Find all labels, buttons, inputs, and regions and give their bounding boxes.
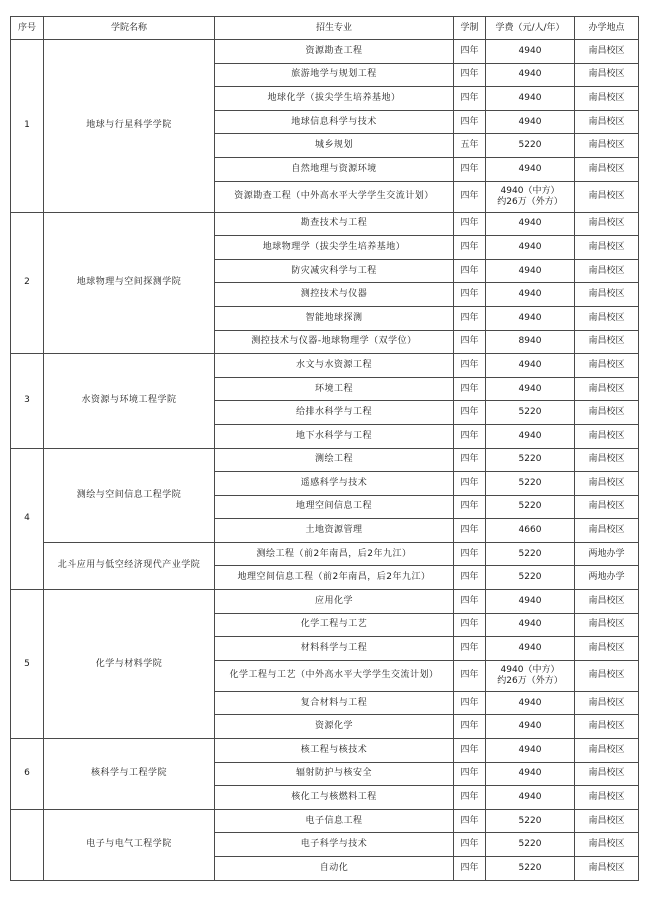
major-cell: 资源化学 xyxy=(215,715,454,739)
location-cell: 两地办学 xyxy=(575,542,639,566)
fee-text: 4940（中方） xyxy=(500,185,560,196)
fee-cell xyxy=(486,448,575,472)
fee-cell xyxy=(486,739,575,763)
major-cell: 智能地球探测 xyxy=(215,306,454,330)
fee-text: 4940 xyxy=(518,218,542,229)
major-cell: 电子科学与技术 xyxy=(215,833,454,857)
years-cell: 四年 xyxy=(454,566,486,590)
fee-text: 4940 xyxy=(518,721,542,732)
table-row xyxy=(11,212,639,236)
location-cell: 南昌校区 xyxy=(575,691,639,715)
fee-text: 4940（中方） xyxy=(500,664,560,675)
school-name-cell: 水资源与环境工程学院 xyxy=(44,354,215,448)
years-cell: 四年 xyxy=(454,519,486,543)
location-cell: 南昌校区 xyxy=(575,472,639,496)
major-cell: 电子信息工程 xyxy=(215,809,454,833)
fee-text: 4940 xyxy=(518,792,542,803)
major-cell: 化学工程与工艺 xyxy=(215,613,454,637)
location-cell: 南昌校区 xyxy=(575,283,639,307)
fee-cell xyxy=(486,157,575,181)
fee-cell xyxy=(486,786,575,810)
years-cell: 四年 xyxy=(454,613,486,637)
fee-text: 4940 xyxy=(518,359,542,370)
major-cell: 地理空间信息工程（前2年南昌，后2年九江） xyxy=(215,566,454,590)
years-cell: 四年 xyxy=(454,660,486,691)
fee-cell xyxy=(486,495,575,519)
fee-cell xyxy=(486,637,575,661)
fee-cell xyxy=(486,354,575,378)
fee-text: 5220 xyxy=(518,572,542,583)
fee-cell xyxy=(486,181,575,212)
fee-text: 5220 xyxy=(518,501,542,512)
years-cell: 四年 xyxy=(454,590,486,614)
header-years: 学制 xyxy=(454,17,486,40)
major-cell: 复合材料与工程 xyxy=(215,691,454,715)
major-cell: 资源勘查工程（中外高水平大学学生交流计划） xyxy=(215,181,454,212)
years-cell: 四年 xyxy=(454,786,486,810)
location-cell: 南昌校区 xyxy=(575,259,639,283)
fee-cell xyxy=(486,715,575,739)
fee-text: 4940 xyxy=(518,744,542,755)
years-cell: 四年 xyxy=(454,259,486,283)
major-cell: 测控技术与仪器-地球物理学（双学位） xyxy=(215,330,454,354)
location-cell: 南昌校区 xyxy=(575,715,639,739)
years-cell: 四年 xyxy=(454,87,486,111)
location-cell: 南昌校区 xyxy=(575,87,639,111)
years-cell: 四年 xyxy=(454,330,486,354)
fee-text: 4940 xyxy=(518,92,542,103)
years-cell: 四年 xyxy=(454,354,486,378)
major-cell: 给排水科学与工程 xyxy=(215,401,454,425)
years-cell: 四年 xyxy=(454,212,486,236)
location-cell: 南昌校区 xyxy=(575,495,639,519)
school-name-cell: 北斗应用与低空经济现代产业学院 xyxy=(44,542,215,589)
location-cell: 南昌校区 xyxy=(575,354,639,378)
location-cell: 南昌校区 xyxy=(575,236,639,260)
header-seq: 序号 xyxy=(11,17,44,40)
years-cell: 四年 xyxy=(454,424,486,448)
table-body xyxy=(11,40,639,881)
fee-text: 5220 xyxy=(518,815,542,826)
fee-cell xyxy=(486,613,575,637)
fee-cell xyxy=(486,590,575,614)
years-cell: 四年 xyxy=(454,495,486,519)
fee-cell xyxy=(486,110,575,134)
seq-cell xyxy=(11,809,44,880)
fee-cell xyxy=(486,809,575,833)
fee-cell xyxy=(486,660,575,691)
years-cell: 四年 xyxy=(454,739,486,763)
years-cell: 四年 xyxy=(454,637,486,661)
school-name-cell: 电子与电气工程学院 xyxy=(44,809,215,880)
fee-text: 4940 xyxy=(518,595,542,606)
header-row xyxy=(11,17,639,40)
table-row xyxy=(11,590,639,614)
major-cell: 地下水科学与工程 xyxy=(215,424,454,448)
major-cell: 水文与水资源工程 xyxy=(215,354,454,378)
fee-cell xyxy=(486,63,575,87)
fee-text: 5220 xyxy=(518,140,542,151)
school-name-cell: 化学与材料学院 xyxy=(44,590,215,739)
fee-cell xyxy=(486,283,575,307)
major-cell: 材料科学与工程 xyxy=(215,637,454,661)
fee-text: 5220 xyxy=(518,862,542,873)
fee-cell xyxy=(486,377,575,401)
fee-text: 4940 xyxy=(518,45,542,56)
major-cell: 地球信息科学与技术 xyxy=(215,110,454,134)
location-cell: 南昌校区 xyxy=(575,519,639,543)
fee-cell xyxy=(486,833,575,857)
major-cell: 环境工程 xyxy=(215,377,454,401)
fee-cell xyxy=(486,472,575,496)
fee-cell xyxy=(486,40,575,64)
years-cell: 四年 xyxy=(454,110,486,134)
years-cell: 四年 xyxy=(454,448,486,472)
major-cell: 核工程与核技术 xyxy=(215,739,454,763)
location-cell: 南昌校区 xyxy=(575,809,639,833)
fee-text: 5220 xyxy=(518,477,542,488)
years-cell: 四年 xyxy=(454,857,486,881)
major-cell: 地球化学（拔尖学生培养基地） xyxy=(215,87,454,111)
major-cell: 自动化 xyxy=(215,857,454,881)
major-cell: 核化工与核燃料工程 xyxy=(215,786,454,810)
fee-text: 4940 xyxy=(518,241,542,252)
years-cell: 四年 xyxy=(454,181,486,212)
seq-cell: 1 xyxy=(11,40,44,213)
years-cell: 四年 xyxy=(454,809,486,833)
major-cell: 化学工程与工艺（中外高水平大学学生交流计划） xyxy=(215,660,454,691)
fee-text: 4940 xyxy=(518,289,542,300)
years-cell: 四年 xyxy=(454,63,486,87)
fee-foreign-text: 约26万（外方） xyxy=(497,196,563,207)
table-row xyxy=(11,739,639,763)
fee-text: 5220 xyxy=(518,454,542,465)
fee-text: 5220 xyxy=(518,548,542,559)
major-cell: 防灾减灾科学与工程 xyxy=(215,259,454,283)
major-cell: 资源勘查工程 xyxy=(215,40,454,64)
location-cell: 南昌校区 xyxy=(575,330,639,354)
years-cell: 四年 xyxy=(454,762,486,786)
fee-text: 4940 xyxy=(518,312,542,323)
table-row xyxy=(11,448,639,472)
school-name-cell: 测绘与空间信息工程学院 xyxy=(44,448,215,542)
major-cell: 城乡规划 xyxy=(215,134,454,158)
table-row xyxy=(11,40,639,64)
seq-cell: 3 xyxy=(11,354,44,448)
location-cell: 南昌校区 xyxy=(575,157,639,181)
years-cell: 四年 xyxy=(454,472,486,496)
location-cell: 南昌校区 xyxy=(575,40,639,64)
fee-text: 4940 xyxy=(518,430,542,441)
location-cell: 两地办学 xyxy=(575,566,639,590)
header-location: 办学地点 xyxy=(575,17,639,40)
admissions-table xyxy=(10,16,639,881)
major-cell: 测绘工程（前2年南昌，后2年九江） xyxy=(215,542,454,566)
fee-text: 5220 xyxy=(518,407,542,418)
location-cell: 南昌校区 xyxy=(575,762,639,786)
major-cell: 应用化学 xyxy=(215,590,454,614)
location-cell: 南昌校区 xyxy=(575,401,639,425)
major-cell: 测绘工程 xyxy=(215,448,454,472)
fee-cell xyxy=(486,259,575,283)
header-major: 招生专业 xyxy=(215,17,454,40)
seq-cell: 5 xyxy=(11,590,44,739)
fee-text: 4940 xyxy=(518,643,542,654)
fee-text: 4940 xyxy=(518,116,542,127)
fee-text: 4940 xyxy=(518,69,542,80)
location-cell: 南昌校区 xyxy=(575,306,639,330)
years-cell: 四年 xyxy=(454,715,486,739)
fee-cell xyxy=(486,857,575,881)
location-cell: 南昌校区 xyxy=(575,181,639,212)
fee-text: 4940 xyxy=(518,265,542,276)
fee-cell xyxy=(486,306,575,330)
fee-cell xyxy=(486,87,575,111)
fee-text: 4940 xyxy=(518,697,542,708)
years-cell: 四年 xyxy=(454,40,486,64)
major-cell: 勘查技术与工程 xyxy=(215,212,454,236)
major-cell: 辐射防护与核安全 xyxy=(215,762,454,786)
location-cell: 南昌校区 xyxy=(575,613,639,637)
location-cell: 南昌校区 xyxy=(575,424,639,448)
fee-text: 4940 xyxy=(518,163,542,174)
fee-cell xyxy=(486,762,575,786)
location-cell: 南昌校区 xyxy=(575,134,639,158)
table-row xyxy=(11,809,639,833)
fee-text: 4940 xyxy=(518,619,542,630)
major-cell: 自然地理与资源环境 xyxy=(215,157,454,181)
fee-text: 4660 xyxy=(518,525,542,536)
school-name-cell: 地球物理与空间探测学院 xyxy=(44,212,215,354)
fee-cell xyxy=(486,330,575,354)
header-fee: 学费（元/人/年） xyxy=(486,17,575,40)
fee-cell xyxy=(486,566,575,590)
seq-cell: 4 xyxy=(11,448,44,590)
table-row xyxy=(11,354,639,378)
major-cell: 地球物理学（拔尖学生培养基地） xyxy=(215,236,454,260)
years-cell: 四年 xyxy=(454,691,486,715)
location-cell: 南昌校区 xyxy=(575,377,639,401)
fee-text: 4940 xyxy=(518,383,542,394)
location-cell: 南昌校区 xyxy=(575,637,639,661)
header-school: 学院名称 xyxy=(44,17,215,40)
fee-text: 8940 xyxy=(518,336,542,347)
major-cell: 土地资源管理 xyxy=(215,519,454,543)
location-cell: 南昌校区 xyxy=(575,857,639,881)
location-cell: 南昌校区 xyxy=(575,739,639,763)
years-cell: 四年 xyxy=(454,401,486,425)
fee-cell xyxy=(486,691,575,715)
seq-cell: 2 xyxy=(11,212,44,354)
years-cell: 四年 xyxy=(454,283,486,307)
location-cell: 南昌校区 xyxy=(575,786,639,810)
seq-cell: 6 xyxy=(11,739,44,810)
fee-cell xyxy=(486,236,575,260)
fee-cell xyxy=(486,542,575,566)
years-cell: 四年 xyxy=(454,833,486,857)
years-cell: 四年 xyxy=(454,542,486,566)
table-row xyxy=(11,542,639,566)
location-cell: 南昌校区 xyxy=(575,833,639,857)
fee-foreign-text: 约26万（外方） xyxy=(497,675,563,686)
school-name-cell: 地球与行星科学学院 xyxy=(44,40,215,213)
fee-cell xyxy=(486,212,575,236)
fee-cell xyxy=(486,519,575,543)
location-cell: 南昌校区 xyxy=(575,448,639,472)
fee-text: 4940 xyxy=(518,768,542,779)
fee-cell xyxy=(486,401,575,425)
years-cell: 四年 xyxy=(454,306,486,330)
fee-cell xyxy=(486,424,575,448)
location-cell: 南昌校区 xyxy=(575,110,639,134)
years-cell: 四年 xyxy=(454,236,486,260)
location-cell: 南昌校区 xyxy=(575,590,639,614)
fee-text: 5220 xyxy=(518,839,542,850)
location-cell: 南昌校区 xyxy=(575,660,639,691)
location-cell: 南昌校区 xyxy=(575,63,639,87)
years-cell: 四年 xyxy=(454,157,486,181)
school-name-cell: 核科学与工程学院 xyxy=(44,739,215,810)
location-cell: 南昌校区 xyxy=(575,212,639,236)
fee-cell xyxy=(486,134,575,158)
years-cell: 四年 xyxy=(454,377,486,401)
major-cell: 地理空间信息工程 xyxy=(215,495,454,519)
major-cell: 遥感科学与技术 xyxy=(215,472,454,496)
years-cell: 五年 xyxy=(454,134,486,158)
major-cell: 测控技术与仪器 xyxy=(215,283,454,307)
major-cell: 旅游地学与规划工程 xyxy=(215,63,454,87)
